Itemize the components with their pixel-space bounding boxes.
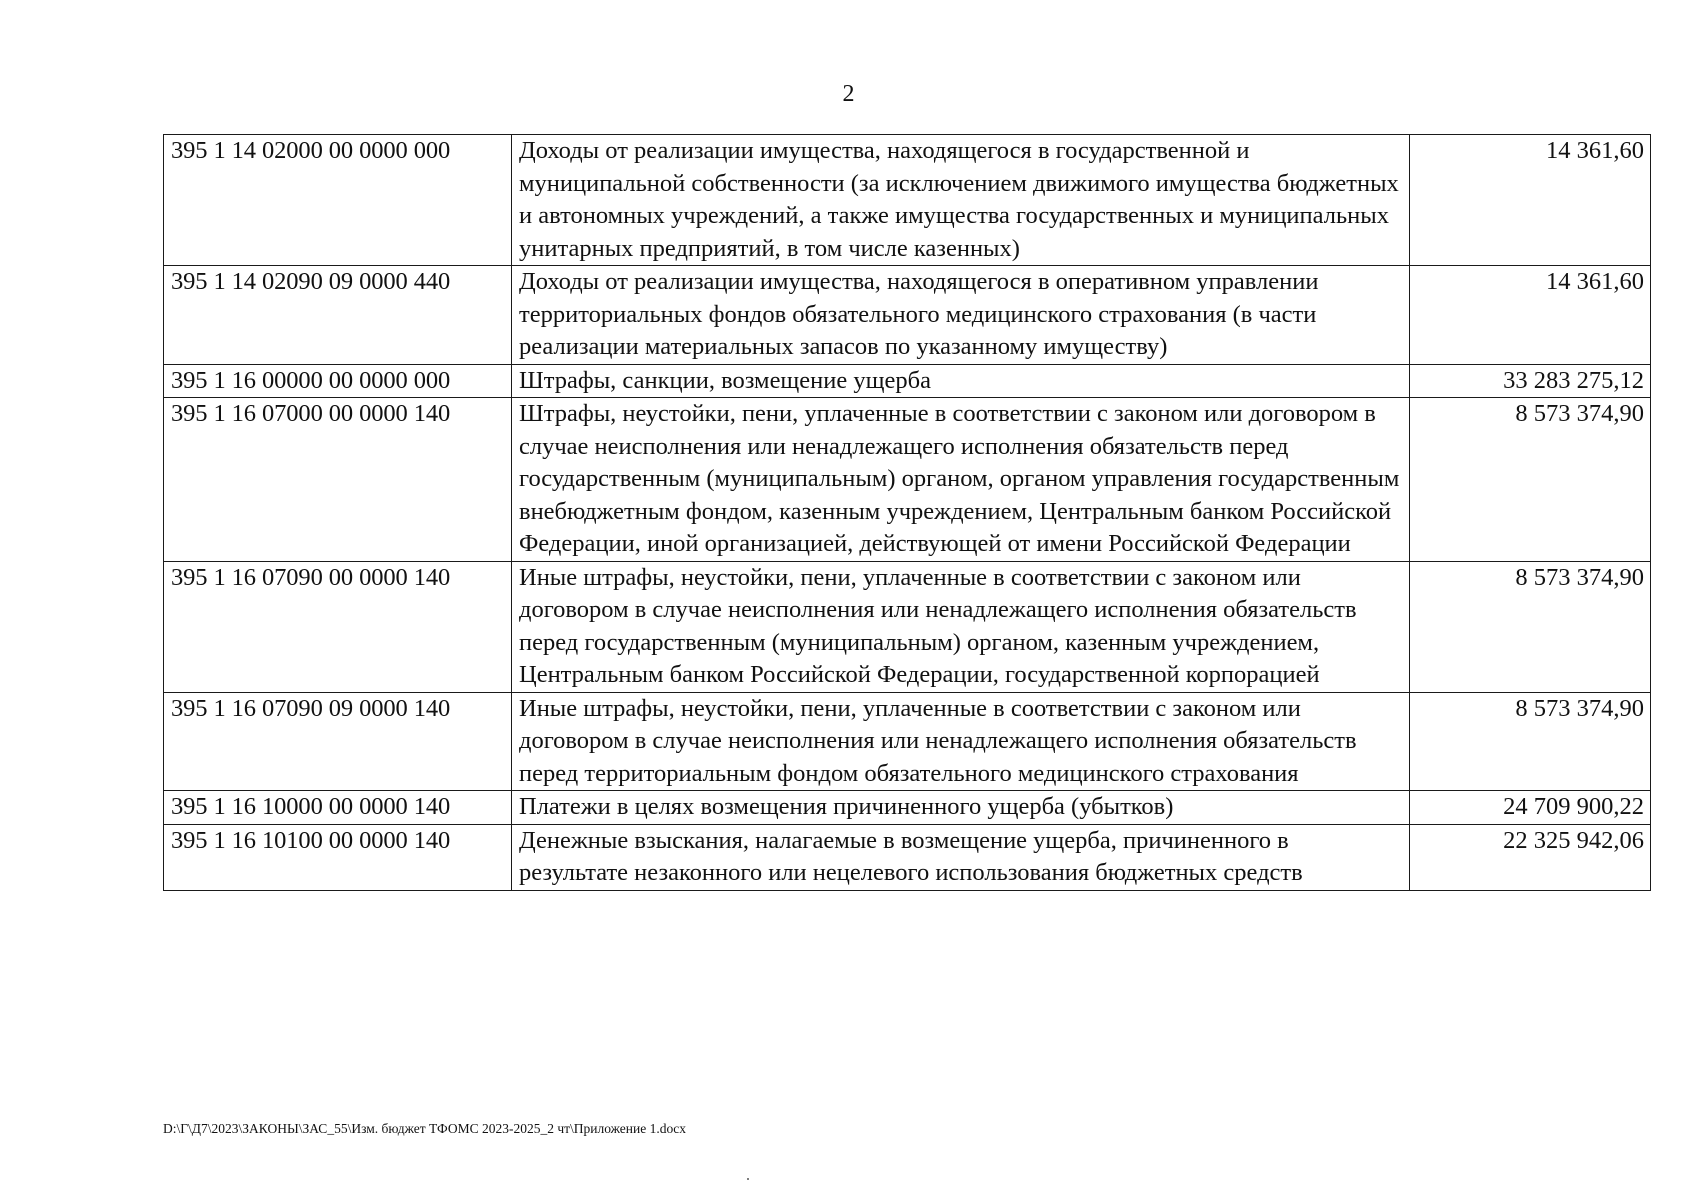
budget-code-cell: 395 1 16 00000 00 0000 000 bbox=[164, 364, 512, 398]
revenue-name-cell: Доходы от реализации имущества, находящегося в оперативном управлении территориальных фондов обязательного медицинского страхования (в части реализации материальных запасов по указанному имуществу) bbox=[512, 266, 1410, 365]
table-row bbox=[164, 364, 1651, 398]
revenue-name-cell: Денежные взыскания, налагаемые в возмещение ущерба, причиненного в результате незаконного или нецелевого использования бюджетных средств bbox=[512, 824, 1410, 890]
scan-speck bbox=[747, 1178, 749, 1180]
budget-code-cell: 395 1 14 02090 09 0000 440 bbox=[164, 266, 512, 365]
revenue-name-cell: Доходы от реализации имущества, находящегося в государственной и муниципальной собственности (за исключением движимого имущества бюджетных и автономных учреждений, а также имущества государственных и муниципальных унитарных предприятий, в том числе казенных) bbox=[512, 135, 1410, 266]
amount-cell: 24 709 900,22 bbox=[1410, 791, 1651, 825]
budget-code-cell: 395 1 16 07000 00 0000 140 bbox=[164, 398, 512, 562]
revenue-name-cell: Штрафы, санкции, возмещение ущерба bbox=[512, 364, 1410, 398]
amount-cell: 8 573 374,90 bbox=[1410, 561, 1651, 692]
revenue-name-cell: Иные штрафы, неустойки, пени, уплаченные в соответствии с законом или договором в случае неисполнения или ненадлежащего исполнения обязательств перед государственным (муниципальным) органом, казенным учреждением, Центральным банком Российской Федерации, государственной корпорацией bbox=[512, 561, 1410, 692]
budget-code-cell: 395 1 16 10000 00 0000 140 bbox=[164, 791, 512, 825]
amount-cell: 14 361,60 bbox=[1410, 266, 1651, 365]
table-row bbox=[164, 561, 1651, 692]
document-file-path: D:\Г\Д7\2023\ЗАКОНЫ\ЗАС_55\Изм. бюджет ТФОМС 2023-2025_2 чт\Приложение 1.docx bbox=[163, 1121, 686, 1136]
revenue-name-cell: Иные штрафы, неустойки, пени, уплаченные в соответствии с законом или договором в случае неисполнения или ненадлежащего исполнения обязательств перед территориальным фондом обязательного медицинского страхования bbox=[512, 692, 1410, 791]
table-row bbox=[164, 266, 1651, 365]
table-row bbox=[164, 692, 1651, 791]
page-number: 2 bbox=[842, 81, 855, 107]
revenue-name-cell: Штрафы, неустойки, пени, уплаченные в соответствии с законом или договором в случае неисполнения или ненадлежащего исполнения обязательств перед государственным (муниципальным) органом, органом управления государственным внебюджетным фондом, казенным учреждением, Центральным банком Российской Федерации, иной организацией, действующей от имени Российской Федерации bbox=[512, 398, 1410, 562]
amount-cell: 22 325 942,06 bbox=[1410, 824, 1651, 890]
budget-code-cell: 395 1 16 10100 00 0000 140 bbox=[164, 824, 512, 890]
budget-code-cell: 395 1 14 02000 00 0000 000 bbox=[164, 135, 512, 266]
table-row bbox=[164, 824, 1651, 890]
table-row bbox=[164, 791, 1651, 825]
amount-cell: 8 573 374,90 bbox=[1410, 692, 1651, 791]
budget-code-cell: 395 1 16 07090 09 0000 140 bbox=[164, 692, 512, 791]
budget-code-cell: 395 1 16 07090 00 0000 140 bbox=[164, 561, 512, 692]
amount-cell: 14 361,60 bbox=[1410, 135, 1651, 266]
table-row bbox=[164, 135, 1651, 266]
table-row bbox=[164, 398, 1651, 562]
revenue-name-cell: Платежи в целях возмещения причиненного ущерба (убытков) bbox=[512, 791, 1410, 825]
amount-cell: 33 283 275,12 bbox=[1410, 364, 1651, 398]
revenue-table bbox=[163, 134, 1651, 891]
amount-cell: 8 573 374,90 bbox=[1410, 398, 1651, 562]
